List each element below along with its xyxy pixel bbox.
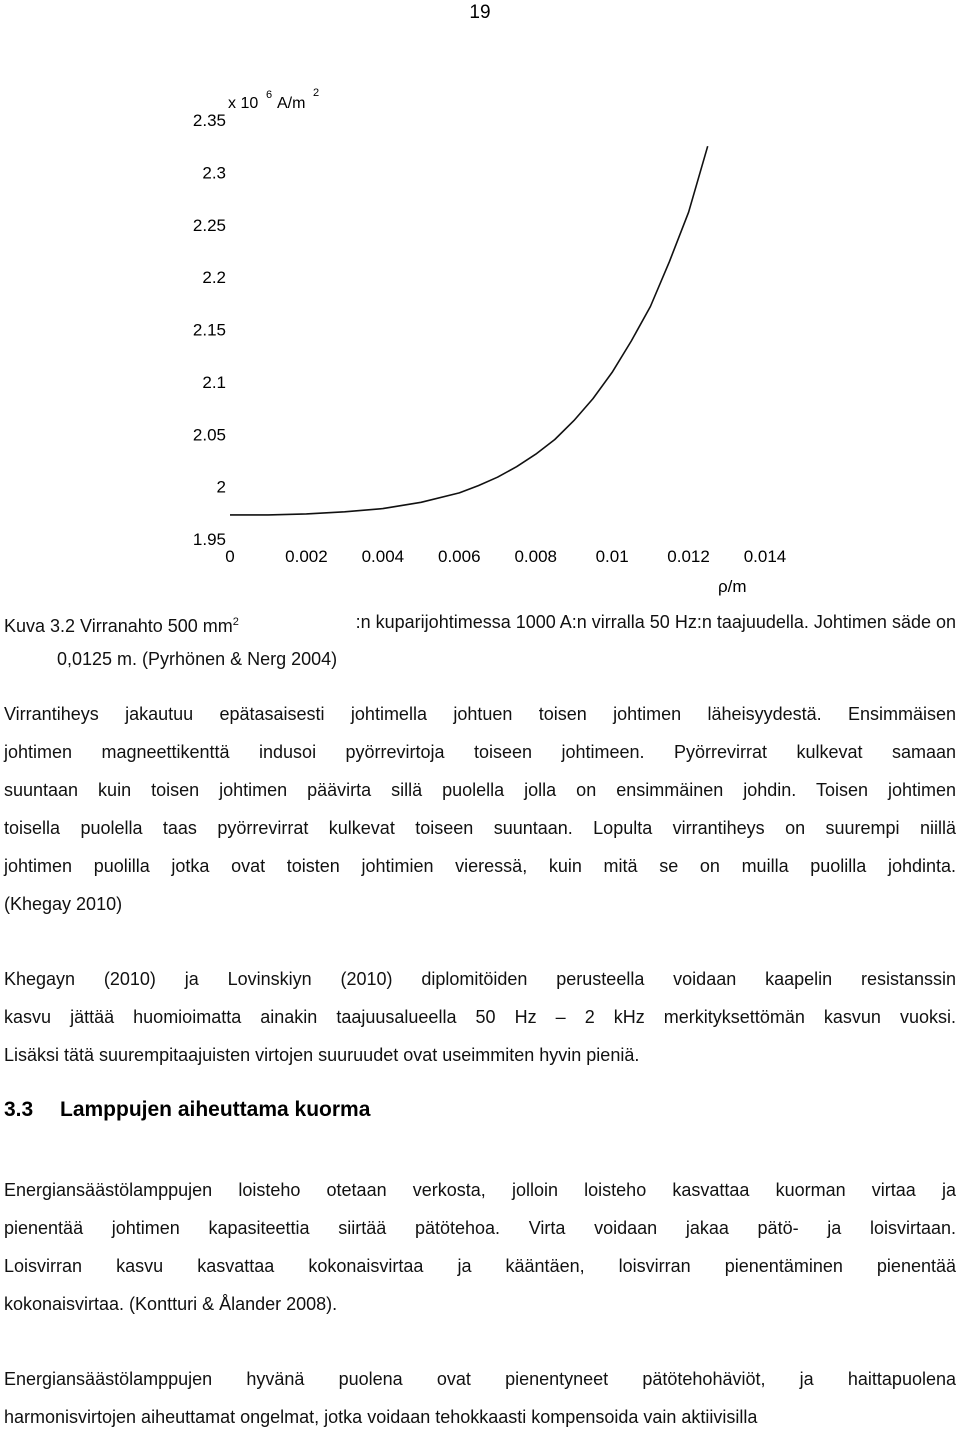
x-unit-label: ρ/m [718,577,747,596]
text-line: Energiansäästölamppujen hyvänä puolena ovat pienentyneet pätötehohäviöt, ja haittapuolena [4,1369,956,1389]
y-axis-ticks [193,111,226,549]
y-tick-label: 2.25 [192,215,226,235]
y-tick-label: 2.05 [192,425,226,445]
section-number: 3.3 [4,1098,34,1121]
series-line [230,146,708,515]
text-line: Virrantiheys jakautuu epätasaisesti johtimella johtuen toisen johtimen läheisyydestä. Ensimmäisen [4,704,956,724]
x-tick-label: 0.002 [285,547,328,566]
y-exponent-power: 6 [266,89,273,101]
section-title: Lamppujen aiheuttama kuorma [60,1098,371,1121]
text-line: Lisäksi tätä suurempitaajuisten virtojen suuruudet ovat useimmiten hyvin pieniä. [4,1045,640,1065]
text-line: harmonisvirtojen aiheuttamat ongelmat, jotka voidaan tehokkaasti kompensoida vain aktiivisilla [4,1407,758,1427]
y-tick-label: 1.95 [192,530,226,549]
caption-line-2: 0,0125 m. (Pyrhönen & Nerg 2004) [57,649,338,669]
x-axis-ticks [225,547,786,566]
y-tick-label: 2.15 [192,320,226,340]
current-density-chart [180,84,800,604]
text-line: pienentää johtimen kapasiteettia siirtää pätötehoa. Virta voidaan jakaa pätö- ja loisvirtaan. [4,1218,956,1238]
text-line: (Khegay 2010) [4,894,123,914]
text-line: kasvu jättää huomioimatta ainakin taajuusalueella 50 Hz – 2 kHz merkityksettömän kasvun vuoksi. [4,1007,956,1027]
paragraph-lamp-pros-cons [4,1360,956,1436]
y-tick-label: 2.35 [192,111,226,130]
y-tick-label: 2.3 [202,163,226,183]
text-line: johtimen puolilla jotka ovat toisten johtimien vieressä, kuin mitä se on muilla puolilla johdinta. [4,856,956,876]
y-tick-label: 2.2 [202,268,226,288]
text-line: kokonaisvirtaa. (Kontturi & Ålander 2008). [4,1294,338,1314]
x-tick-label: 0.014 [743,547,787,566]
paragraph-resistance [4,960,956,1074]
x-tick-label: 0 [225,547,235,566]
y-tick-label: 2 [216,477,226,497]
x-tick-label: 0.01 [595,547,629,566]
paragraph-current-density [4,695,956,923]
caption-left: Kuva 3.2 Virranahto 500 $mm^2$ [4,616,239,636]
x-tick-label: 0.012 [667,547,710,566]
text-line: toisella puolella taas pyörrevirrat kulkevat toiseen suuntaan. Lopulta virrantiheys on suurempi niillä [4,818,956,838]
x-tick-label: 0.008 [514,547,557,566]
figure-caption [4,606,956,676]
y-tick-label: 2.1 [202,372,226,392]
y-unit-power: 2 [313,87,320,99]
text-line: Loisvirran kasvu kasvattaa kokonaisvirtaa ja kääntäen, loisvirran pienentäminen pienentää [4,1256,956,1276]
page-number: 19 [469,2,491,23]
chart-series [230,146,708,515]
caption-right: :n kuparijohtimessa 1000 A:n virralla 50 Hz:n taajuudella. Johtimen säde on [355,612,956,632]
section-heading [4,1094,370,1126]
text-line: Khegayn (2010) ja Lovinskiyn (2010) diplomitöiden perusteella voidaan kaapelin resistanssin [4,969,956,989]
text-line: Energiansäästölamppujen loisteho otetaan verkosta, jolloin loisteho kasvattaa kuorman virtaa ja [4,1180,956,1200]
paragraph-lamp-load [4,1171,956,1323]
text-line: suuntaan kuin toisen johtimen päävirta sillä puolella jolla on ensimmäinen johdin. Toisen johtimen [4,780,956,800]
y-exponent-label: x 10 [228,95,259,112]
x-tick-label: 0.004 [361,547,405,566]
x-tick-label: 0.006 [438,547,481,566]
y-unit-label [228,87,319,112]
caption-line-1 [4,606,956,643]
text-line: johtimen magneettikenttä indusoi pyörrevirtoja toiseen johtimeen. Pyörrevirrat kulkevat samaan [4,742,956,762]
y-unit: A/m [277,95,306,112]
